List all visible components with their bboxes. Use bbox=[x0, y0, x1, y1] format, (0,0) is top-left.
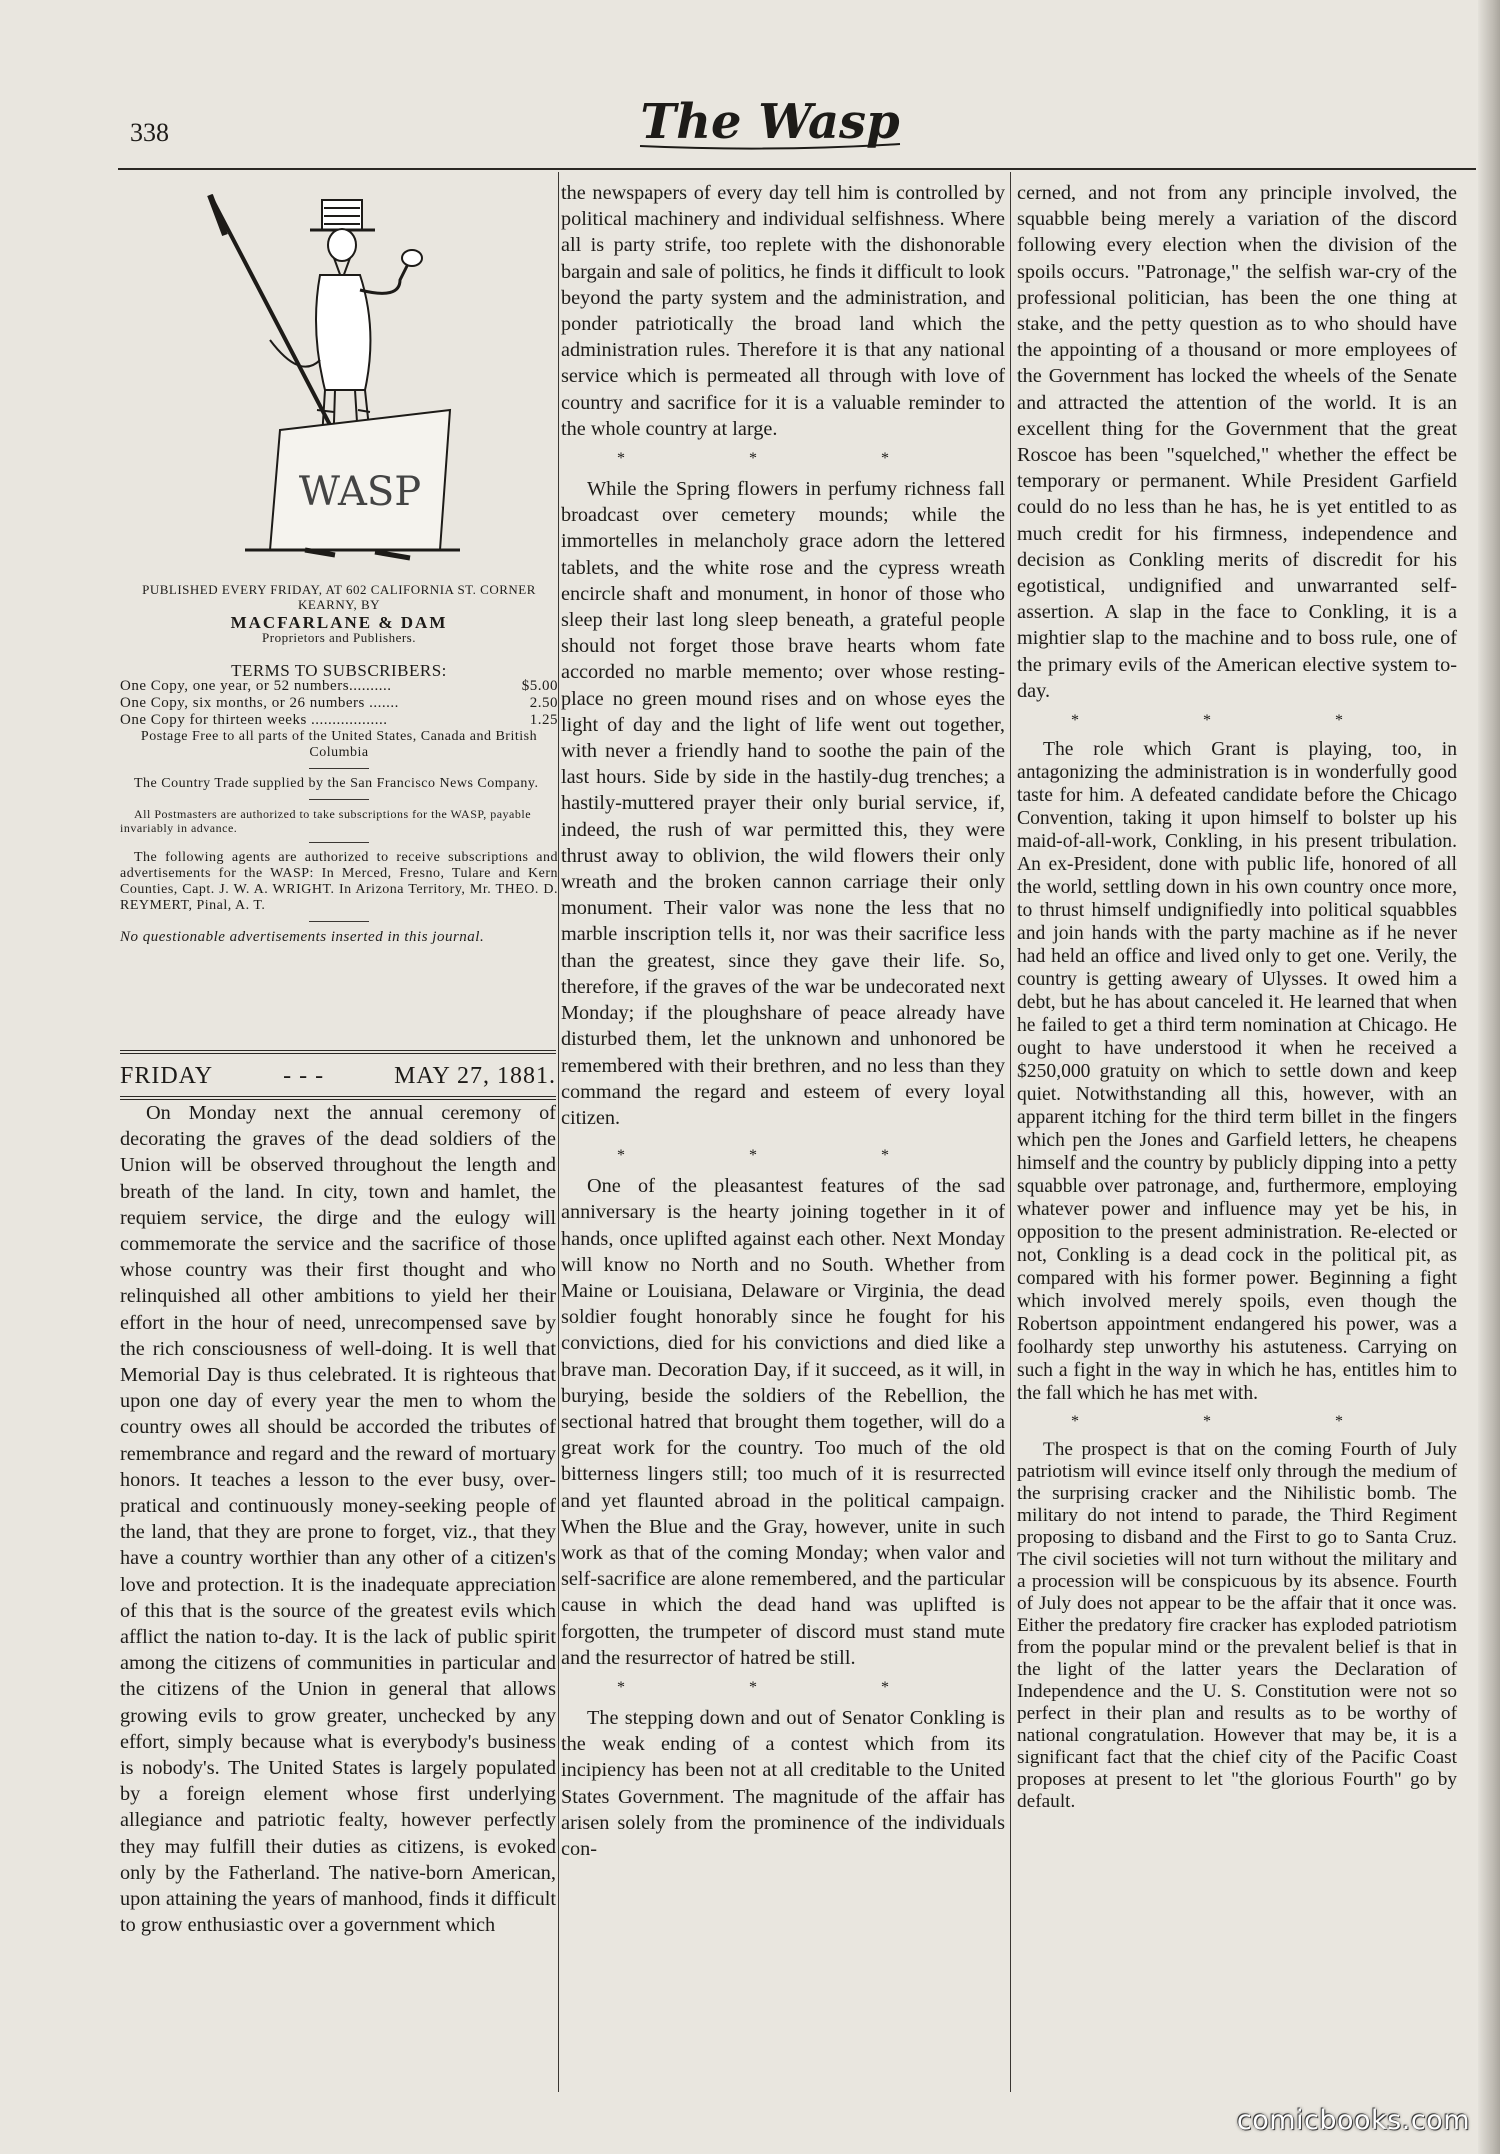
terms-row: One Copy, six months, or 26 numbers ....... 2.50 bbox=[120, 695, 558, 711]
column-divider bbox=[1010, 172, 1011, 2092]
divider bbox=[309, 799, 369, 800]
terms-heading: TERMS TO SUBSCRIBERS: bbox=[231, 661, 447, 680]
publisher-box bbox=[120, 582, 558, 945]
divider bbox=[309, 768, 369, 769]
watermark: comicbooks.com bbox=[1236, 2105, 1470, 2136]
column-3 bbox=[1017, 180, 1457, 1813]
terms-row: One Copy for thirteen weeks .................. 1.25 bbox=[120, 712, 558, 728]
masthead-logo bbox=[600, 88, 940, 158]
advertising-notice: No questionable advertisements inserted in this journal. bbox=[120, 929, 485, 945]
postage-note: Postage Free to all parts of the United States, Canada and British Columbia bbox=[140, 729, 538, 760]
paragraph: the newspapers of every day tell him is controlled by political machinery and individual selfishness. Where all is party strife, too replete with the dishonorable bargain and sale of politics, he finds it difficult to look beyond the party system and the administration, and ponder patriotically the broad land which the administration rules. Therefore it is that any national service which is permeated all through with love of country and sacrifice for it is a valuable reminder to the whole country at large. bbox=[561, 182, 1005, 440]
paragraph: The prospect is that on the coming Fourth of July patriotism will evince itself only through the medium of the surprising cracker and the Nihilistic bomb. The military do not intend to parade, the Third Regiment proposing to disband and the First to go to Santa Cruz. The civil societies will not turn without the military and a procession will be conspicuous by its absence. Fourth of July does not appear to be the affair that it once was. Either the predatory fire cracker has exploded patriotism from the popular mind or the prevalent belief is that in the light of the latter years the Declaration of Independence and the U. S. Constitution were not so perfect in their plan and results as to be worthy of national congratulation. However that may be, it is a significant fact that the chief city of the Pacific Coast proposes at present to let "the glorious Fourth" go by default. bbox=[1017, 1439, 1457, 1813]
page-edge-shadow bbox=[1478, 0, 1500, 2154]
dateline-day: FRIDAY bbox=[120, 1062, 214, 1089]
terms-row: One Copy, one year, or 52 numbers.......... $5.00 bbox=[120, 678, 558, 694]
section-stars: * * * bbox=[617, 1678, 949, 1696]
column-2 bbox=[561, 180, 1005, 1862]
dateline-date: MAY 27, 1881. bbox=[394, 1062, 556, 1089]
paragraph: On Monday next the annual ceremony of decorating the graves of the dead soldiers of the Union will be observed throughout the length and breath of the land. In city, town and hamlet, the requiem service, the dirge and the eulogy will commemorate the service and the sacrifice of those whose country was their first thought and who relinquished all other ambitions to yield her their effort in the hour of need, unrecompensed save by the rich consciousness of well-doing. It is well that Memorial Day is thus celebrated. It is righteous that upon one day of every year the men to whom the country owes all should be accorded the tributes of remembrance and regard and the reward of mortuary honors. It teaches a lesson to the ever busy, over-pratical and continuously money-seeking people of the land, that they are prone to forget, viz., that they have a country worthier than any other of a citizen's love and protection. It is the inadequate appreciation of this that is the source of the greatest evils which afflict the nation to-day. It is the lack of public spirit among the citizens of communities in particular and the citizens of the Union in general that allows growing evils to grow greater, unchecked by any effort, simply because what is everybody's business is nobody's. The United States is largely populated by a foreign element whose first underlying allegiance and patriotic fealty, however perfectly they may fulfill their duties as citizens, is evoked only by the Fatherland. The native-born American, upon attaining the years of manhood, finds it difficult to grow enthusiastic over a government which bbox=[120, 1102, 556, 1937]
paragraph: One of the pleasantest features of the sad anniversary is the hearty joining together in it of hands, once uplifted against each other. Next Monday will know no North and no South. Whether from Maine or Louisiana, Delaware or Virginia, the dead soldier fought honorably since he fought for his convictions, died for his convictions and died like a brave man. Decoration Day, if it succeed, as it will, in burying, beside the soldiers of the Rebellion, the sectional hatred that brought them together, will do a great work for the country. Too much of the old bitterness lingers still; too much of it is resurrected and yet flaunted abroad in the political campaign. When the Blue and the Gray, however, unite in such work as that of the coming Monday; when valor and self-sacrifice are alone remembered, and the particular cause in which the dead hand was uplifted is forgotten, the trumpeter of discord must stand mute and the resurrector of hatred be still. bbox=[561, 1175, 1005, 1669]
page-number: 338 bbox=[130, 118, 169, 147]
trade-note: The Country Trade supplied by the San Francisco News Company. bbox=[134, 776, 539, 791]
editorial-memorial-day bbox=[120, 1100, 556, 1939]
section-stars: * * * bbox=[1071, 1413, 1403, 1431]
paragraph: The role which Grant is playing, too, in antagonizing the administration is in wonderfully good taste for him. A defeated candidate before the Chicago Convention, taking it upon himself to bolster up his maid-of-all-work, Conkling, in his present tribulation. An ex-President, done with public life, honored of all the world, settling down in his own country once more, to thrust himself undignifiedly into political squabbles and join hands with the party machine as if he never had held an office and lived only to get one. Verily, the country is getting aweary of Ulysses. It owed him a debt, but he has about canceled it. He learned that when he failed to get a third term nomination at Chicago. He ought to have understood it when he received a $250,000 gratuity on which to settle down and keep quiet. Notwithstanding all this, however, with an apparent itching for the third term billet in the fingers which pen the Jones and Garfield letters, he cheapens himself and the country by publicly dipping into a petty squabble over patronage, and, furthermore, employing whatever power and influence may yet be his, in opposition to the present administration. Re-elected or not, Conkling is a dead cock in the political pit, as compared with his former power. Beginning a fight which involved merely spoils, even though the Robertson appointment endangered his power, was a foolhardy step unworthy his astuteness. Carrying on such a fight in the way in which he has, entitles him to the fall which he has met with. bbox=[1017, 739, 1457, 1405]
sign-text: WASP bbox=[298, 469, 422, 515]
dateline bbox=[120, 1050, 556, 1100]
divider bbox=[309, 921, 369, 922]
proprietors-line: Proprietors and Publishers. bbox=[262, 630, 416, 645]
uncle-sam-wasp-illustration bbox=[120, 180, 558, 580]
divider bbox=[309, 842, 369, 843]
agents-note: The following agents are authorized to receive subscriptions and advertisements for the WASP: In Merced, Fresno, Tulare and Kern Counties, Capt. J. W. A. WRIGHT. In Arizona Territory, Mr. THEO. D. REYMERT, Pinal, A. T. bbox=[120, 850, 558, 913]
paragraph: The stepping down and out of Senator Conkling is the weak ending of a contest which from its incipiency has been not at all creditable to the United States Government. The magnitude of the affair has arisen solely from the prominence of the individuals con- bbox=[561, 1706, 1005, 1860]
masthead-title: The Wasp bbox=[640, 94, 900, 150]
dateline-dashes: - - - bbox=[283, 1062, 325, 1089]
section-stars: * * * bbox=[617, 450, 949, 468]
section-stars: * * * bbox=[1071, 712, 1403, 730]
paragraph: cerned, and not from any principle involved, the squabble being merely a variation of the discord following every election when the division of the spoils occurs. "Patronage," the selfish war-cry of the professional politician, has been the one thing at stake, and the petty question as to who should have the appointing of a thousand or more employees of the Government has locked the wheels of the Senate and attracted the attention of the world. It is an excellent thing for the Government that the great Roscoe has been "squelched," whether the effect be temporary or permanent. While President Garfield could do no less than he has, he is yet entitled to as much credit for his firmness, independence and decision as Conkling merits of discredit for his egotistical, undignified and unwarranted self-assertion. A slap in the face to Conkling, it is a mightier slap to the machine and to boss rule, one of the primary evils of the American elective system to-day. bbox=[1017, 182, 1457, 702]
header-rule bbox=[118, 168, 1476, 170]
section-stars: * * * bbox=[617, 1147, 949, 1165]
postmasters-note: All Postmasters are authorized to take subscriptions for the WASP, payable invariably in advance. bbox=[120, 807, 532, 835]
paragraph: While the Spring flowers in perfumy richness fall broadcast over cemetery mounds; while the immortelles in melancholy grace adorn the lettered tablets, and the white rose and the cypress wreath encircle shaft and monument, in honor of those who sleep their last long sleep beneath, a grateful people should not forget those brave hearts whom fate accorded no marble memento; over whose resting-place no green mound rises and on whose eyes the light of day and the light of life went out together, with never a friendly hand to soothe the pain of the last hours. Side by side in the hastily-dug trenches; a hastily-muttered prayer their only burial service, if, indeed, the rush of war permitted this, they were thrust away to oblivion, the wild flowers their only wreath and the broken cannon carriage their only monument. Their valor was none the less that no marble inscription tells it, nor was their sacrifice less than the greatest, since they gave their life. So, therefore, if the graves of the war be undecorated next Monday; if the ploughshare of peace already have disturbed them, let the unknown and unhonored be remembered with their brethren, and no less than they command the regard and esteem of every loyal citizen. bbox=[561, 478, 1005, 1129]
publisher-firm: MACFARLANE & DAM bbox=[230, 613, 448, 632]
published-notice: PUBLISHED EVERY FRIDAY, AT 602 CALIFORNIA ST. CORNER KEARNY, BY bbox=[142, 582, 536, 612]
column-divider bbox=[558, 172, 559, 2092]
